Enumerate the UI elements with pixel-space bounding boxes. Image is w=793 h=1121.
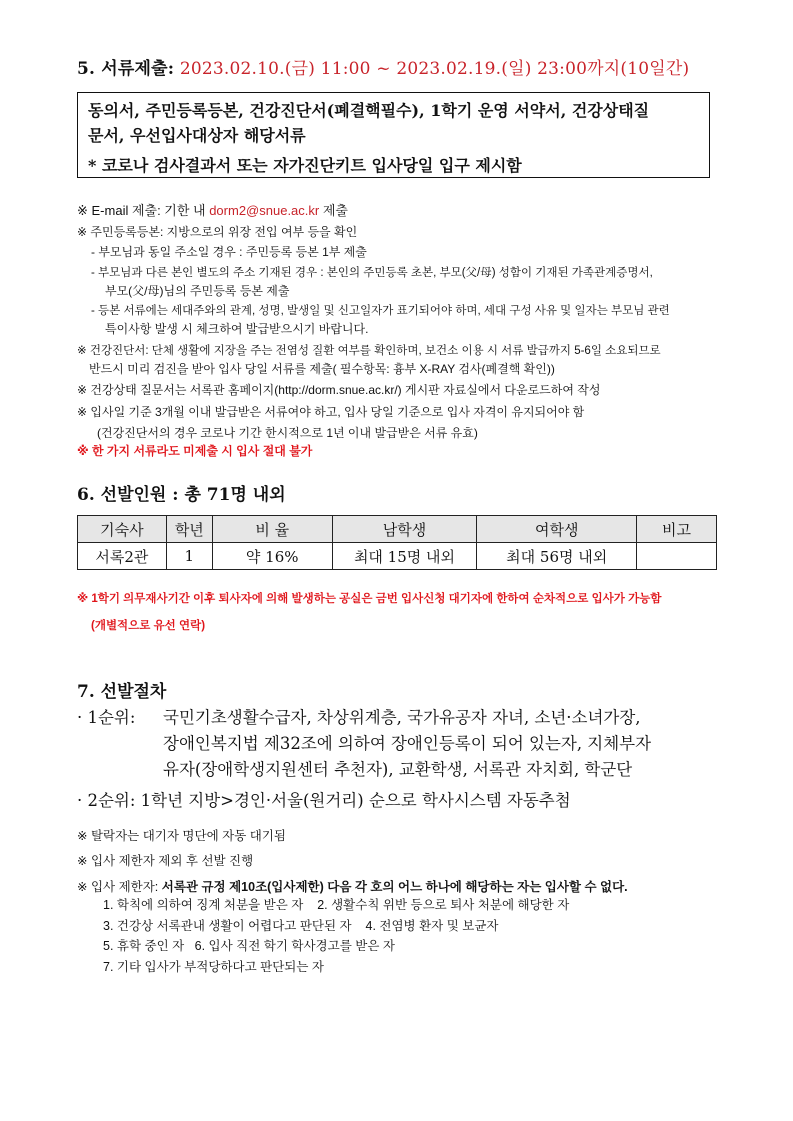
restriction-item: 5. 휴학 중인 자 6. 입사 직전 학기 학사경고를 받은 자 [103,939,395,953]
priority-1-label: · 1순위: [77,708,136,727]
vacancy-notice: ※ 1학기 의무재사기간 이후 퇴사자에 의해 발생하는 공실은 금번 입사신청 대기자에 한하여 순차적으로 입사가 가능함 [77,593,662,605]
restriction-item: 3. 건강상 서록관내 생활이 어렵다고 판단된 자 4. 전염병 환자 및 보균자 [103,918,499,933]
note-health-certificate: ※ 건강진단서: 단체 생활에 지장을 주는 전염성 질환 여부를 확인하며, 보건소 이용 시 서류 발급까지 5-6일 소요되므로 [77,345,661,357]
priority-2: · 2순위: 1학년 지방>경인·서울(원거리) 순으로 학사시스템 자동추첨 [77,791,571,810]
priority-1-line: 국민기초생활수급자, 차상위계층, 국가유공자 자녀, 소년·소녀가장, [163,708,641,727]
note-health-cont: 반드시 미리 검진을 받아 입사 당일 서류를 제출( 필수항목: 흉부 X-RAY 검사(폐결핵 확인)) [89,362,555,376]
note-sub: - 등본 서류에는 세대주와의 관계, 성명, 발생일 및 신고일자가 표기되어야 하며, 세대 구성 사유 및 일자는 부모님 관련 [91,305,670,317]
box-line: 동의서, 주민등록등본, 건강진단서(폐결핵필수), 1학기 운영 서약서, 건강상태질 [88,101,650,120]
note-covid-exception: (건강진단서의 경우 코로나 기간 한시적으로 1년 이내 발급받은 서류 유효) [97,426,478,440]
selection-quota-table [77,515,717,570]
email-link[interactable]: dorm2@snue.ac.kr [209,203,320,218]
restriction-heading [77,877,628,895]
required-documents-box [77,92,710,178]
restriction-item: 7. 기타 입사가 부적당하다고 판단되는 자 [103,959,324,974]
col-header-female: 여학생 [477,516,637,543]
email-prefix: ※ E-mail 제출: 기한 내 [77,203,206,218]
col-header-dormitory: 기숙사 [78,516,167,543]
section-6-heading: 6. 선발인원 : 총 71명 내외 [77,485,286,505]
col-header-remarks: 비고 [637,516,717,543]
table-row [78,543,717,570]
table-header-row [78,516,717,543]
priority-1-line: 유자(장애학생지원센터 추천자), 교환학생, 서록관 자치회, 학군단 [163,760,633,779]
restriction-rule: 서록관 규정 제10조(입사제한) 다음 각 호의 어느 하나에 해당하는 자는 입사할 수 없다. [161,880,628,894]
email-suffix: 제출 [322,203,348,218]
note-exclusion: ※ 입사 제한자 제외 후 선발 진행 [77,854,254,868]
section-5-heading [77,54,689,79]
note-issue-date: ※ 입사일 기준 3개월 이내 발급받은 서류여야 하고, 입사 당일 기준으로 입사 자격이 유지되어야 함 [77,405,585,419]
cell-female: 최대 56명 내외 [477,543,637,570]
section-5-label: 5. 서류제출: [77,59,175,79]
col-header-ratio: 비 율 [212,516,332,543]
note-resident-registration: ※ 주민등록등본: 지방으로의 위장 전입 여부 등을 확인 [77,225,358,239]
restriction-list [103,895,569,977]
cell-remarks [637,543,717,570]
note-sub-cont: 부모(父/母)님의 주민등록 등본 제출 [105,284,290,298]
priority-1-line: 장애인복지법 제32조에 의하여 장애인등록이 되어 있는자, 지체부자 [163,734,652,753]
box-line: 문서, 우선입사대상자 해당서류 [88,126,306,145]
cell-grade: 1 [166,543,212,570]
note-sub: - 부모님과 다른 본인 별도의 주소 기재된 경우 : 본인의 주민등록 초본, 부모(父/母) 성함이 기재된 가족관계증명서, [91,267,653,279]
cell-dormitory: 서록2관 [78,543,167,570]
note-sub-cont: 특이사항 발생 시 체크하여 발급받으시기 바랍니다. [105,322,369,336]
col-header-grade: 학년 [166,516,212,543]
email-note [77,200,348,219]
box-covid-note: * 코로나 검사결과서 또는 자가진단키트 입사당일 입구 제시함 [88,156,522,175]
cell-male: 최대 15명 내외 [332,543,477,570]
col-header-male: 남학생 [332,516,477,543]
note-health-questionnaire: ※ 건강상태 질문서는 서록관 홈페이지(http://dorm.snue.ac.kr/) 게시판 자료실에서 다운로드하여 작성 [77,383,601,397]
section-7-heading: 7. 선발절차 [77,682,167,702]
note-waitlist: ※ 탈락자는 대기자 명단에 자동 대기됨 [77,829,286,843]
priority-1-list [163,705,651,783]
note-sub: - 부모님과 동일 주소일 경우 : 주민등록 등본 1부 제출 [91,245,367,259]
vacancy-notice-cont: (개별적으로 유선 연락) [91,620,206,632]
submission-period: 2023.02.10.(금) 11:00 ~ 2023.02.19.(일) 23:00까지(10일간) [179,59,690,79]
restriction-prefix: ※ 입사 제한자: [77,880,159,894]
restriction-item: 1. 학칙에 의하여 징계 처분을 받은 자 2. 생활수칙 위반 등으로 퇴사 처분에 해당한 자 [103,898,570,912]
cell-ratio: 약 16% [212,543,332,570]
missing-document-warning: ※ 한 가지 서류라도 미제출 시 입사 절대 불가 [77,444,313,458]
